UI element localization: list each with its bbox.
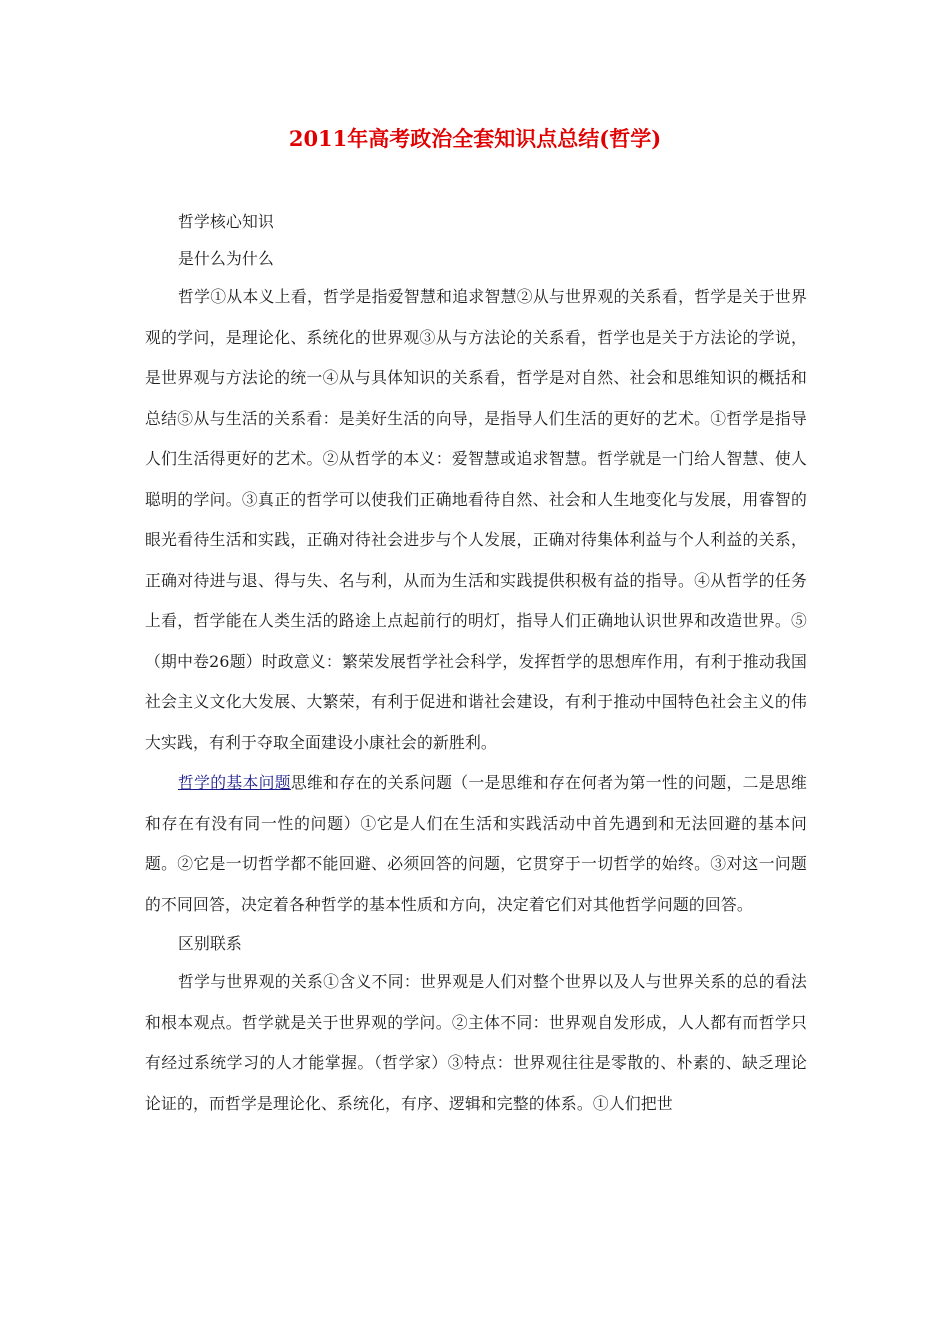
- basic-question-text: 思维和存在的关系问题（一是思维和存在何者为第一性的问题，二是思维和存在有没有同一性的问题）①它是人们在生活和实践活动中首先遇到和无法回避的基本问题。②它是一切哲学都不能回避、必须回答的问题，它贯穿于一切哲学的始终。③对这一问题的不同回答，决定着各种哲学的基本性质和方向，决定着它们对其他哲学问题的回答。: [145, 773, 807, 914]
- document-body: [145, 203, 807, 1124]
- heading-distinction: 区别联系: [178, 934, 242, 953]
- heading-what-why: 是什么为什么: [178, 249, 274, 268]
- basic-question-link[interactable]: 哲学的基本问题: [178, 773, 291, 792]
- paragraph-worldview-relation: 哲学与世界观的关系①含义不同：世界观是人们对整个世界以及人与世界关系的总的看法和根本观点。哲学就是关于世界观的学问。②主体不同：世界观自发形成，人人都有而哲学只有经过系统学习的人才能掌握。（哲学家）③特点：世界观往往是零散的、朴素的、缺乏理论论证的，而哲学是理论化、系统化，有序、逻辑和完整的体系。①人们把世: [145, 972, 807, 1113]
- paragraph-philosophy-definition: 哲学①从本义上看，哲学是指爱智慧和追求智慧②从与世界观的关系看，哲学是关于世界观的学问，是理论化、系统化的世界观③从与方法论的关系看，哲学也是关于方法论的学说，是世界观与方法论的统一④从与具体知识的关系看，哲学是对自然、社会和思维知识的概括和总结⑤从与生活的关系看：是美好生活的向导，是指导人们生活的更好的艺术。①哲学是指导人们生活得更好的艺术。②从哲学的本义：爱智慧或追求智慧。哲学就是一门给人智慧、使人聪明的学问。③真正的哲学可以使我们正确地看待自然、社会和人生地变化与发展，用睿智的眼光看待生活和实践，正确对待社会进步与个人发展，正确对待集体利益与个人利益的关系，正确对待进与退、得与失、名与利，从而为生活和实践提供积极有益的指导。④从哲学的任务上看，哲学能在人类生活的路途上点起前行的明灯，指导人们正确地认识世界和改造世界。⑤（期中卷26题）时政意义：繁荣发展哲学社会科学，发挥哲学的思想库作用，有利于推动我国社会主义文化大发展、大繁荣，有利于促进和谐社会建设，有利于推动中国特色社会主义的伟大实践，有利于夺取全面建设小康社会的新胜利。: [145, 287, 807, 752]
- document-title: 2011年高考政治全套知识点总结(哲学): [288, 126, 662, 151]
- paragraph-basic-question: [145, 763, 807, 925]
- heading-core-knowledge: 哲学核心知识: [178, 212, 274, 231]
